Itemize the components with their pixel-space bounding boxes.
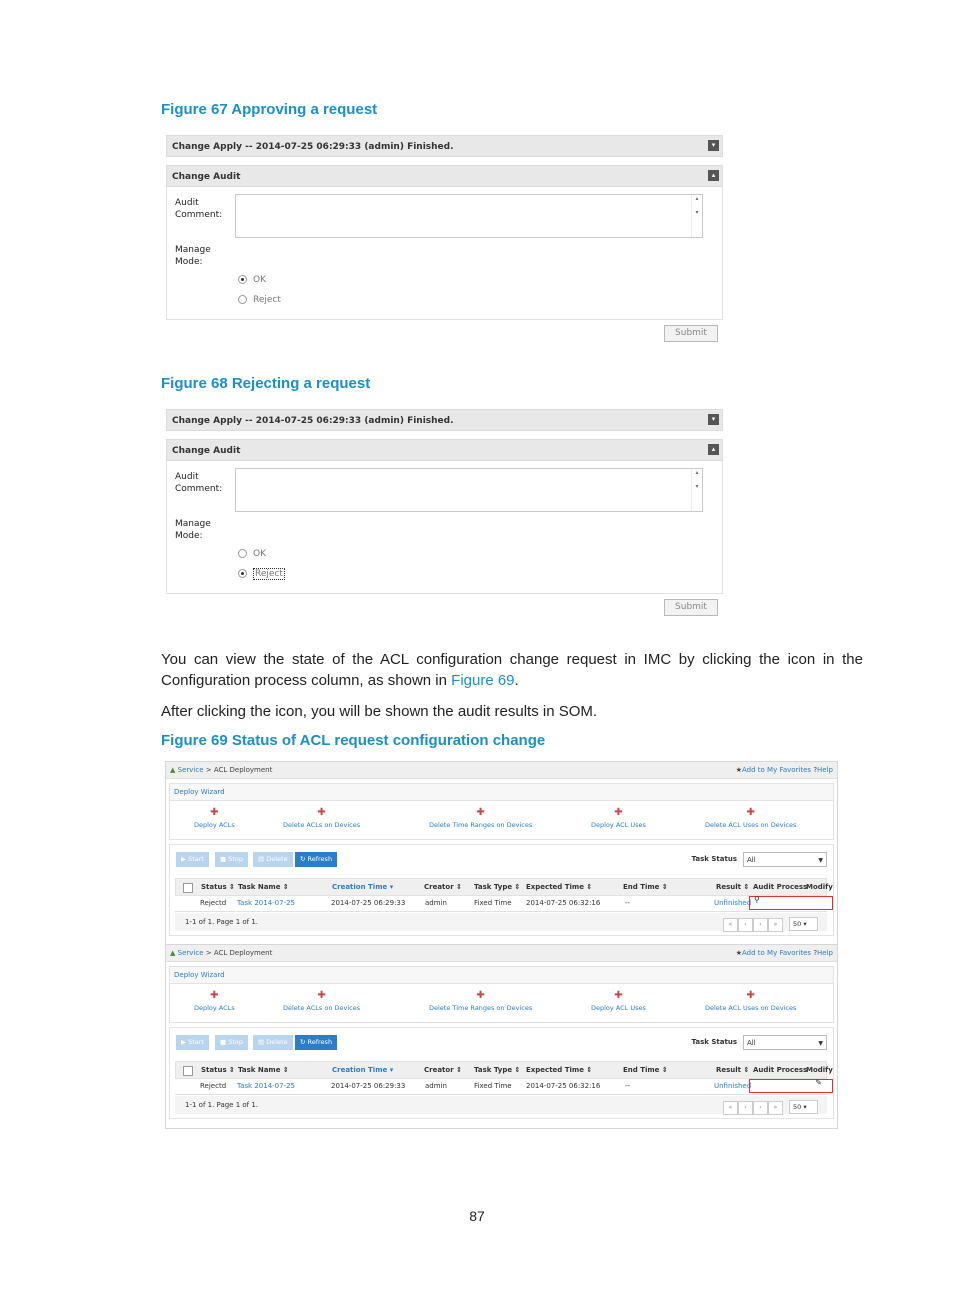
service-icon: ▲ xyxy=(170,766,176,774)
col-modify: Modify xyxy=(806,883,833,891)
audit-comment-input[interactable] xyxy=(235,468,703,512)
figure-68-reject-form xyxy=(166,409,723,612)
radio-unchecked-icon[interactable] xyxy=(238,295,247,304)
row-task-type: Fixed Time xyxy=(474,1082,512,1090)
task-status-label: Task Status xyxy=(691,1038,737,1046)
wizard-delete-acls[interactable]: ✚ Delete ACLs on Devices xyxy=(283,807,361,829)
star-icon: ★ xyxy=(735,949,743,957)
col-result[interactable]: Result ⇕ xyxy=(716,883,750,891)
time-range-icon: ✚ xyxy=(476,807,485,818)
scrollbar[interactable]: ▴ ▾ xyxy=(691,195,702,237)
change-apply-title: Change Apply -- 2014-07-25 06:29:33 (admin) Finished. xyxy=(172,142,454,152)
row-creation-time: 2014-07-25 06:29:33 xyxy=(331,1082,406,1090)
reject-radio-label: Reject xyxy=(253,295,281,305)
change-apply-bar xyxy=(166,135,723,157)
figure-69-caption: Figure 69 Status of ACL request configuration change xyxy=(161,732,546,749)
task-list xyxy=(169,1027,834,1119)
figure-67-approve-form xyxy=(166,135,723,338)
col-creation-time[interactable]: Creation Time ▾ xyxy=(332,1066,394,1074)
change-audit-title: Change Audit xyxy=(172,172,241,182)
last-page-button[interactable]: » xyxy=(768,1101,783,1115)
page-number: 87 xyxy=(469,1208,485,1224)
prev-page-button[interactable]: ‹ xyxy=(738,1101,753,1115)
som-panel-1 xyxy=(165,761,838,946)
wizard-delete-time-ranges[interactable]: ✚ Delete Time Ranges on Devices xyxy=(429,990,533,1012)
row-result: Unfinished xyxy=(714,899,752,907)
deploy-wizard xyxy=(169,984,834,1023)
select-all-checkbox[interactable] xyxy=(183,883,193,893)
audit-panel xyxy=(166,187,723,320)
prev-page-button[interactable]: ‹ xyxy=(738,918,753,932)
collapse-icon[interactable]: ▾ xyxy=(708,140,719,151)
change-audit-bar xyxy=(166,165,723,187)
time-range-icon: ✚ xyxy=(476,990,485,1001)
task-status-label: Task Status xyxy=(691,855,737,863)
task-status-select[interactable]: All ▼ xyxy=(743,852,827,867)
col-status[interactable]: Status ⇕ xyxy=(201,883,235,891)
row-end-time: -- xyxy=(625,1082,631,1090)
row-creator: admin xyxy=(425,1082,447,1090)
audit-comment-label: Audit Comment: xyxy=(175,198,223,220)
col-end-time[interactable]: End Time ⇕ xyxy=(623,1066,668,1074)
task-list xyxy=(169,844,834,936)
wizard-delete-acl-uses[interactable]: ✚ Delete ACL Uses on Devices xyxy=(705,990,797,1012)
help-icon: ? xyxy=(813,766,818,774)
breadcrumb xyxy=(170,949,272,957)
wizard-deploy-acl-uses[interactable]: ✚ Deploy ACL Uses xyxy=(591,807,646,829)
star-icon: ★ xyxy=(735,766,743,774)
delete-acl-icon: ✚ xyxy=(317,990,326,1001)
radio-unchecked-icon[interactable] xyxy=(238,549,247,558)
help-link[interactable]: Help xyxy=(817,949,833,957)
expand-icon[interactable]: ▴ xyxy=(708,170,719,181)
row-status: Rejectd xyxy=(200,899,227,907)
radio-checked-icon[interactable] xyxy=(238,569,247,578)
last-page-button[interactable]: » xyxy=(768,918,783,932)
ok-radio-label: OK xyxy=(253,275,266,285)
breadcrumb-separator: > xyxy=(203,949,214,957)
som-header xyxy=(166,945,837,962)
change-apply-title: Change Apply -- 2014-07-25 06:29:33 (admin) Finished. xyxy=(172,416,454,426)
row-expected-time: 2014-07-25 06:32:16 xyxy=(526,1082,601,1090)
delete-button[interactable]: ▤ Delete xyxy=(253,852,293,867)
change-audit-title: Change Audit xyxy=(172,446,241,456)
col-creator[interactable]: Creator ⇕ xyxy=(424,883,462,891)
reject-radio[interactable] xyxy=(238,295,281,305)
audit-comment-input[interactable] xyxy=(235,194,703,238)
col-task-type[interactable]: Task Type ⇕ xyxy=(474,1066,521,1074)
wizard-deploy-acl-uses[interactable]: ✚ Deploy ACL Uses xyxy=(591,990,646,1012)
select-all-checkbox[interactable] xyxy=(183,1066,193,1076)
delete-acl-icon: ✚ xyxy=(317,807,326,818)
deploy-wizard-title: Deploy Wizard xyxy=(169,966,834,984)
deploy-acl-icon: ✚ xyxy=(210,990,219,1001)
col-result[interactable]: Result ⇕ xyxy=(716,1066,750,1074)
delete-acl-use-icon: ✚ xyxy=(746,990,755,1001)
breadcrumb-page: ACL Deployment xyxy=(213,949,273,957)
col-creator[interactable]: Creator ⇕ xyxy=(424,1066,462,1074)
refresh-button[interactable]: ↻ Refresh xyxy=(295,1035,337,1050)
service-icon: ▲ xyxy=(170,949,176,957)
wizard-delete-acls[interactable]: ✚ Delete ACLs on Devices xyxy=(283,990,361,1012)
task-status-select[interactable]: All ▼ xyxy=(743,1035,827,1050)
table-row xyxy=(175,1078,827,1095)
audit-process-icon[interactable]: ⚲ xyxy=(754,895,760,904)
dropdown-icon: ▼ xyxy=(818,857,823,864)
table-footer: 1-1 of 1. Page 1 of 1. xyxy=(175,913,827,931)
col-expected-time[interactable]: Expected Time ⇕ xyxy=(526,1066,593,1074)
wizard-deploy-acls[interactable]: ✚ Deploy ACLs xyxy=(194,990,235,1012)
col-audit-process: Audit Process xyxy=(753,1066,808,1074)
deploy-acl-use-icon: ✚ xyxy=(614,807,623,818)
row-expected-time: 2014-07-25 06:32:16 xyxy=(526,899,601,907)
expand-icon[interactable]: ▴ xyxy=(708,444,719,455)
col-creation-time[interactable]: Creation Time ▾ xyxy=(332,883,394,891)
figure-69-link[interactable]: Figure 69 xyxy=(451,672,515,689)
table-footer: 1-1 of 1. Page 1 of 1. xyxy=(175,1096,827,1114)
favorites-link[interactable]: Add to My Favorites xyxy=(742,766,812,774)
figure-67-caption: Figure 67 Approving a request xyxy=(161,101,378,118)
col-task-name[interactable]: Task Name ⇕ xyxy=(238,883,289,891)
header-links xyxy=(736,945,833,961)
next-page-button[interactable]: › xyxy=(753,1101,768,1115)
dropdown-icon: ▼ xyxy=(818,1040,823,1047)
col-status[interactable]: Status ⇕ xyxy=(201,1066,235,1074)
deploy-acl-icon: ✚ xyxy=(210,807,219,818)
ok-radio[interactable] xyxy=(238,549,266,559)
row-creation-time: 2014-07-25 06:29:33 xyxy=(331,899,406,907)
start-button[interactable]: ▶ Start xyxy=(176,1035,209,1050)
row-creator: admin xyxy=(425,899,447,907)
wizard-delete-time-ranges[interactable]: ✚ Delete Time Ranges on Devices xyxy=(429,807,533,829)
delete-acl-use-icon: ✚ xyxy=(746,807,755,818)
deploy-wizard-title: Deploy Wizard xyxy=(169,783,834,801)
table-row xyxy=(175,895,827,912)
modify-edit-icon[interactable]: ✎ xyxy=(815,1078,822,1087)
page-size-select[interactable]: 50 ▾ xyxy=(789,917,818,931)
change-audit-bar xyxy=(166,439,723,461)
modify-highlight xyxy=(749,1079,833,1093)
wizard-delete-acl-uses[interactable]: ✚ Delete ACL Uses on Devices xyxy=(705,807,797,829)
radio-checked-icon[interactable] xyxy=(238,275,247,284)
row-result: Unfinished xyxy=(714,1082,752,1090)
table-header xyxy=(175,1061,833,1079)
col-task-name[interactable]: Task Name ⇕ xyxy=(238,1066,289,1074)
help-icon: ? xyxy=(813,949,818,957)
row-status: Rejectd xyxy=(200,1082,227,1090)
audit-comment-label: Audit Comment: xyxy=(175,472,223,494)
change-apply-bar xyxy=(166,409,723,431)
next-page-button[interactable]: › xyxy=(753,918,768,932)
manage-mode-label: Manage Mode: xyxy=(175,245,211,267)
para1-text: You can view the state of the ACL configuration change request in IMC by clicking the icon in the Configuration process column, as shown in xyxy=(161,651,863,689)
ok-radio-label: OK xyxy=(253,549,266,559)
breadcrumb-service-link[interactable]: Service xyxy=(177,766,204,774)
row-task-type: Fixed Time xyxy=(474,899,512,907)
figure-68-caption: Figure 68 Rejecting a request xyxy=(161,375,371,392)
audit-process-highlight xyxy=(749,896,833,910)
reject-radio[interactable] xyxy=(238,569,285,579)
row-task-name-link[interactable]: Task 2014-07-25 xyxy=(237,1082,296,1090)
collapse-icon[interactable]: ▾ xyxy=(708,414,719,425)
deploy-acl-use-icon: ✚ xyxy=(614,990,623,1001)
audit-panel xyxy=(166,461,723,594)
header-links xyxy=(736,762,833,778)
breadcrumb-page: ACL Deployment xyxy=(213,766,273,774)
body-paragraph-2: After clicking the icon, you will be shown the audit results in SOM. xyxy=(161,703,598,720)
submit-button[interactable]: Submit xyxy=(664,599,718,616)
row-end-time: -- xyxy=(625,899,631,907)
breadcrumb xyxy=(170,766,272,774)
col-audit-process: Audit Process xyxy=(753,883,808,891)
reject-radio-label: Reject xyxy=(255,569,283,579)
col-modify: Modify xyxy=(806,1066,833,1074)
table-header xyxy=(175,878,833,896)
breadcrumb-service-link[interactable]: Service xyxy=(177,949,204,957)
first-page-button[interactable]: « xyxy=(723,918,738,932)
ok-radio[interactable] xyxy=(238,275,266,285)
deploy-wizard xyxy=(169,801,834,840)
help-link[interactable]: Help xyxy=(817,766,833,774)
col-end-time[interactable]: End Time ⇕ xyxy=(623,883,668,891)
favorites-link[interactable]: Add to My Favorites xyxy=(742,949,812,957)
first-page-button[interactable]: « xyxy=(723,1101,738,1115)
stop-button[interactable]: ■ Stop xyxy=(215,1035,248,1050)
wizard-deploy-acls[interactable]: ✚ Deploy ACLs xyxy=(194,807,235,829)
pager xyxy=(723,1100,818,1115)
breadcrumb-separator: > xyxy=(203,766,214,774)
som-header xyxy=(166,762,837,779)
page-size-select[interactable]: 50 ▾ xyxy=(789,1100,818,1114)
col-expected-time[interactable]: Expected Time ⇕ xyxy=(526,883,593,891)
delete-button[interactable]: ▤ Delete xyxy=(253,1035,293,1050)
para1-end: . xyxy=(514,672,519,689)
submit-button[interactable]: Submit xyxy=(664,325,718,342)
body-paragraph-1 xyxy=(161,649,863,691)
start-button[interactable]: ▶ Start xyxy=(176,852,209,867)
som-panel-2 xyxy=(165,944,838,1129)
pager xyxy=(723,917,818,932)
col-task-type[interactable]: Task Type ⇕ xyxy=(474,883,521,891)
stop-button[interactable]: ■ Stop xyxy=(215,852,248,867)
row-task-name-link[interactable]: Task 2014-07-25 xyxy=(237,899,296,907)
manage-mode-label: Manage Mode: xyxy=(175,519,211,541)
refresh-button[interactable]: ↻ Refresh xyxy=(295,852,337,867)
scrollbar[interactable]: ▴ ▾ xyxy=(691,469,702,511)
